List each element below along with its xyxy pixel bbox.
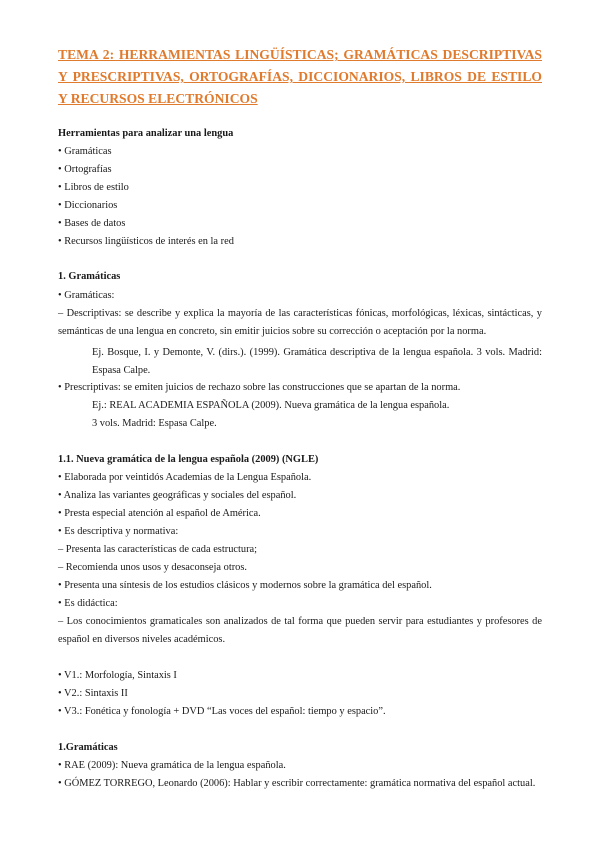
paragraph-line: español en diversos niveles académicos.: [58, 634, 226, 645]
list-item: – Presenta las características de cada estructura;: [58, 544, 258, 555]
intro-list-item: • Recursos lingüísticos de interés en la red: [58, 236, 234, 247]
paragraph-line: • Gramáticas:: [58, 290, 115, 301]
paragraph-line: – Descriptivas: se describe y explica la mayoría de las características fónicas, morfológicas, léxicas, sintácticas, y: [58, 308, 542, 319]
paragraph-line: • Prescriptivas: se emiten juicios de rechazo sobre las construcciones que se apartan de la norma.: [58, 382, 461, 393]
list-item: • Presenta una síntesis de los estudios clásicos y modernos sobre la gramática del español.: [58, 580, 432, 591]
intro-list-item: • Diccionarios: [58, 200, 118, 211]
intro-list-item: • Ortografías: [58, 164, 112, 175]
example-line: Ej.: REAL ACADEMIA ESPAÑOLA (2009). Nueva gramática de la lengua española.: [92, 400, 450, 411]
intro-heading: Herramientas para analizar una lengua: [58, 128, 234, 139]
page-title: TEMA 2: HERRAMIENTAS LINGÜÍSTICAS; GRAMÁTICAS DESCRIPTIVAS Y PRESCRIPTIVAS, ORTOGRAFÍAS, DICCIONARIOS, LIBROS DE ESTILO Y RECURSOS ELECTRÓNICOS: [58, 47, 542, 106]
section-heading-ngle: 1.1. Nueva gramática de la lengua española (2009) (NGLE): [58, 454, 319, 465]
volume-item: • V3.: Fonética y fonología + DVD “Las voces del español: tiempo y espacio”.: [58, 706, 386, 717]
list-item: • Es descriptiva y normativa:: [58, 526, 179, 537]
example-line: Ej. Bosque, I. y Demonte, V. (dirs.). (1999). Gramática descriptiva de la lengua española. 3 vols. Madrid:: [92, 347, 542, 358]
example-line: Espasa Calpe.: [92, 365, 151, 376]
section-heading-gramaticas-refs: 1.Gramáticas: [58, 742, 118, 753]
list-item: • Presta especial atención al español de América.: [58, 508, 261, 519]
intro-list-item: • Libros de estilo: [58, 182, 129, 193]
volume-item: • V2.: Sintaxis II: [58, 688, 128, 699]
section-heading-gramaticas: 1. Gramáticas: [58, 271, 121, 282]
list-item: • Elaborada por veintidós Academias de la Lengua Española.: [58, 472, 312, 483]
list-item: • Analiza las variantes geográficas y sociales del español.: [58, 490, 297, 501]
paragraph-line: – Los conocimientos gramaticales son analizados de tal forma que pueden servir para estudiantes y profesores de: [58, 616, 542, 627]
list-item: – Recomienda unos usos y desaconseja otros.: [58, 562, 248, 573]
list-item: • Es didáctica:: [58, 598, 118, 609]
paragraph-line: semánticas de una lengua en concreto, sin emitir juicios sobre su corrección o aceptación por la norma.: [58, 326, 487, 337]
volume-item: • V1.: Morfología, Sintaxis I: [58, 670, 177, 681]
example-line: 3 vols. Madrid: Espasa Calpe.: [92, 418, 217, 429]
intro-list-item: • Bases de datos: [58, 218, 126, 229]
reference-item: • GÓMEZ TORREGO, Leonardo (2006): Hablar y escribir correctamente: gramática normativa del español actual.: [58, 778, 536, 789]
intro-list-item: • Gramáticas: [58, 146, 112, 157]
reference-item: • RAE (2009): Nueva gramática de la lengua española.: [58, 760, 286, 771]
